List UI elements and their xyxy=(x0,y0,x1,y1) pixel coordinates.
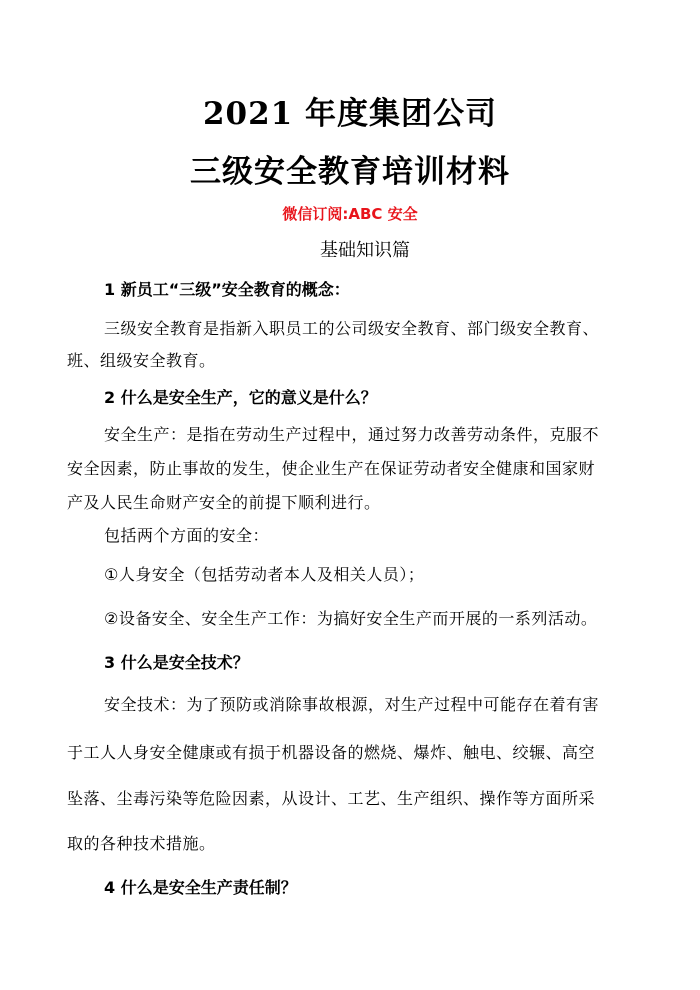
answer-2-line-2: 安全因素，防止事故的发生，使企业生产在保证劳动者安全健康和国家财 xyxy=(67,459,596,478)
answer-2-item-1: ①人身安全（包括劳动者本人及相关人员）； xyxy=(104,565,425,584)
answer-2-item-2: ②设备安全、安全生产工作：为搞好安全生产而开展的一系列活动。 xyxy=(104,609,598,628)
section-title: 基础知识篇 xyxy=(320,240,410,261)
answer-2-line-1: 安全生产：是指在劳动生产过程中，通过努力改善劳动条件，克服不 xyxy=(104,425,600,444)
question-3-heading: 3 什么是安全技术？ xyxy=(104,653,249,672)
answer-3-line-1: 安全技术：为了预防或消除事故根源，对生产过程中可能存在着有害 xyxy=(104,695,600,714)
answer-3-line-4: 取的各种技术措施。 xyxy=(67,834,216,853)
answer-2-line-3: 产及人民生命财产安全的前提下顺利进行。 xyxy=(67,493,381,512)
answer-3-line-2: 于工人人身安全健康或有损于机器设备的燃烧、爆炸、触电、绞辗、高空 xyxy=(67,743,596,762)
subscribe-note: 微信订阅:ABC 安全 xyxy=(282,205,418,223)
answer-2-line-4: 包括两个方面的安全： xyxy=(104,526,270,545)
answer-1-line-1: 三级安全教育是指新入职员工的公司级安全教育、部门级安全教育、 xyxy=(104,319,600,338)
question-2-heading: 2 什么是安全生产，它的意义是什么？ xyxy=(104,388,377,407)
answer-3-line-3: 坠落、尘毒污染等危险因素，从设计、工艺、生产组织、操作等方面所采 xyxy=(67,789,596,808)
document-title-main: 三级安全教育培训材料 xyxy=(190,154,510,190)
question-1-heading: 1 新员工“三级”安全教育的概念： xyxy=(104,280,350,299)
answer-1-line-2: 班、组级安全教育。 xyxy=(67,351,216,370)
document-title-year: 2021 年度集团公司 xyxy=(202,96,498,132)
question-4-heading: 4 什么是安全生产责任制？ xyxy=(104,878,297,897)
